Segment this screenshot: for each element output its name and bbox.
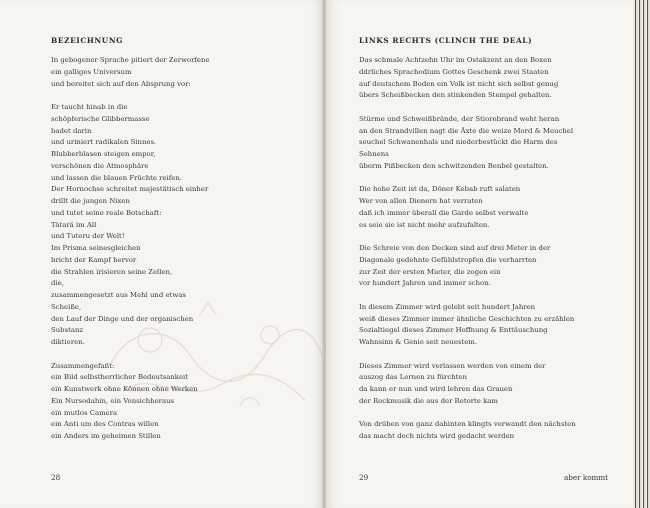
text-line: Ein Nursodahin, ein Vonsichheraus bbox=[51, 396, 175, 405]
text-line: Sozialtiegel dieses Zimmer Hoffnung & Enttäuschung bbox=[359, 326, 548, 335]
text-line: ein Anti um des Contras willen bbox=[51, 420, 159, 429]
text-line: es seie sie ist nicht mehr aufzufalten. bbox=[359, 220, 490, 229]
text-line: ein Bild selbstherrlicher Bedeutsankeit bbox=[51, 373, 189, 382]
left-heading: BEZEICHNUNG bbox=[51, 36, 124, 45]
text-line: Der Hornochse schreitet majestätisch einher bbox=[51, 185, 209, 194]
right-page bbox=[326, 0, 633, 508]
text-line: Substanz bbox=[51, 326, 84, 335]
text-line bbox=[359, 349, 576, 361]
right-heading: LINKS RECHTS (CLINCH THE DEAL) bbox=[359, 36, 533, 45]
text-line: und lassen die blauen Früchte reifen. bbox=[51, 173, 182, 182]
text-line bbox=[359, 102, 576, 114]
text-line: ein Anders im geheimen Stillen bbox=[51, 432, 161, 440]
text-line: und Tuteru der Welt! bbox=[51, 232, 125, 241]
text-line: zur Zeit der ersten Mieter, die zogen ein bbox=[359, 267, 501, 276]
text-line bbox=[359, 408, 576, 420]
text-line: Im Prisma seinesgleichen bbox=[51, 244, 141, 252]
text-line: verschönen die Atmosphäre bbox=[51, 161, 149, 170]
text-line bbox=[359, 290, 576, 302]
text-line: badet darin bbox=[51, 126, 92, 135]
text-line: auf deutschem Boden ein Volk ist nicht sich selbst genug bbox=[359, 79, 559, 88]
text-line: übers Scheißbecken den stinkenden Stempel gehalten. bbox=[359, 91, 552, 100]
text-line: Scheiße, bbox=[51, 302, 82, 311]
text-line: bricht der Kampf hervor bbox=[51, 255, 137, 264]
text-line bbox=[359, 173, 576, 185]
text-line: an den Strandvillen nagt die Äxte die weize Mord & Meuchel bbox=[359, 126, 574, 135]
text-line: und tutet seine reale Botschaft: bbox=[51, 208, 162, 217]
text-line: auszog das Lernen zu fürchten bbox=[359, 373, 467, 382]
text-line: und uriniert radikalen Sinnes. bbox=[51, 138, 157, 147]
text-line: Sehnens bbox=[359, 150, 389, 158]
text-line: ein Kunstwerk ohne Können ohne Werken bbox=[51, 385, 198, 393]
text-line: seuchel Schwanenhals und niederbestückt die Harm des bbox=[359, 138, 558, 147]
text-line: der Rockmusik die aus der Retorte kam bbox=[359, 396, 498, 405]
text-line: ein galliges Universum bbox=[51, 67, 132, 76]
page-number-left: 28 bbox=[51, 473, 61, 482]
text-line: Wer von allen Dienern hat verraten bbox=[359, 197, 483, 205]
text-line: In gebogener Sprache pitiert der Zerworfene bbox=[51, 56, 210, 64]
right-text-block bbox=[359, 55, 576, 443]
text-line: vor hundert Jahren und immer schon. bbox=[359, 279, 491, 288]
text-line: die, bbox=[51, 279, 64, 288]
text-line: das macht doch nichts wird gedacht werden bbox=[359, 432, 515, 440]
text-line: und bereitet sich auf den Absprung vor: bbox=[51, 79, 191, 88]
text-line: Das schmale Achtzehn Uhr im Ostakzent an den Boxen bbox=[359, 56, 552, 64]
text-line: Die hohe Zeit ist da, Döner Kebab ruft salaten bbox=[359, 185, 521, 194]
running-footer: aber kommt bbox=[564, 473, 609, 482]
left-page bbox=[0, 0, 324, 508]
text-line: überm Pißbecken den schwitzenden Benbel gestalten. bbox=[359, 161, 549, 170]
text-line: Zusammengefaßt: bbox=[51, 361, 115, 370]
text-line: weiß dieses Zimmer immer ähnliche Geschichten zu erzählen bbox=[359, 314, 575, 323]
text-line: die Strahlen irisieren seine Zellen, bbox=[51, 267, 173, 276]
text-line: Die Schreie von den Decken sind auf drei Meter in der bbox=[359, 244, 551, 252]
text-line: ddrliches Sprachodium Gottes Geschenk zwei Staaten bbox=[359, 67, 549, 76]
text-line: diktieren. bbox=[51, 338, 85, 346]
page-edges bbox=[633, 0, 650, 508]
text-line: zusammengesetzt aus Mehl und etwas bbox=[51, 291, 186, 299]
text-line: drillt die jungen Nixen bbox=[51, 197, 130, 205]
left-text-block bbox=[51, 55, 210, 443]
text-line: den Lauf der Dinge und der organischen bbox=[51, 314, 194, 323]
text-line bbox=[51, 90, 210, 102]
text-line: schöpferische Glibbermasse bbox=[51, 114, 150, 123]
text-line: In diesem Zimmer wird gelebt seit hundert Jahren bbox=[359, 302, 536, 311]
text-line: Tätarä im All bbox=[51, 220, 97, 229]
text-line bbox=[51, 349, 210, 361]
text-line: daß ich immer überall die Garde selbst verwalte bbox=[359, 208, 529, 217]
text-line: Von drüben von ganz dahinten klingts verwandt den nächsten bbox=[359, 420, 576, 429]
page-number-right: 29 bbox=[359, 473, 369, 482]
text-line: Diagonale gedehnte Gefühlstropfen die verharrten bbox=[359, 255, 537, 264]
text-line bbox=[359, 231, 576, 243]
text-line: Wahnsinn & Genie seit neuestem. bbox=[359, 338, 478, 346]
text-line: Er taucht hinab in die bbox=[51, 103, 128, 111]
text-line: Dieses Zimmer wird verlassen werden von einem der bbox=[359, 361, 546, 370]
text-line: ein mutlos Camera bbox=[51, 408, 118, 417]
text-line: Stürme und Schweißbrände, der Stiorebrand weht heran bbox=[359, 114, 560, 123]
text-line: Blubberblasen steigen empor, bbox=[51, 150, 156, 158]
text-line: da kann er nun und wird lehren das Grauen bbox=[359, 385, 513, 393]
